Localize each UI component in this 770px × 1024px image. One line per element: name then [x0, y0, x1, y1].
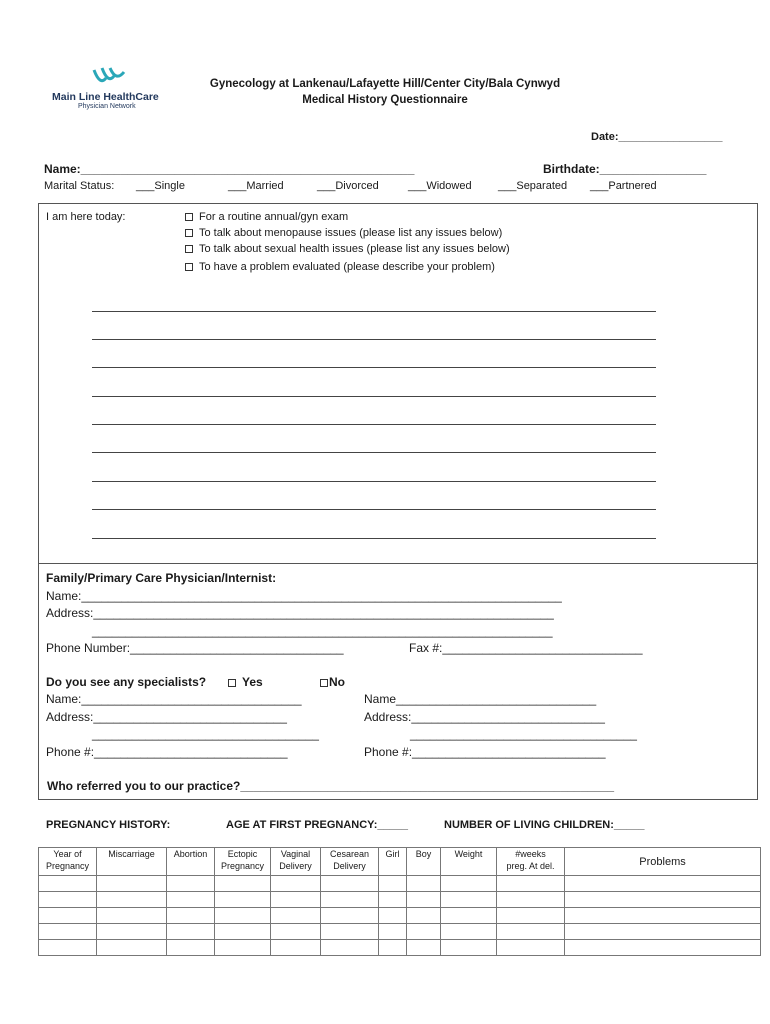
patient-name-field[interactable]: Name:__________________________________________________ [44, 162, 415, 176]
date-field[interactable]: Date:_________________ [591, 131, 723, 143]
writing-line[interactable] [92, 424, 656, 425]
marital-option-widowed[interactable]: ___Widowed [408, 180, 472, 192]
birthdate-field[interactable]: Birthdate:________________ [543, 162, 707, 176]
writing-line[interactable] [92, 509, 656, 510]
visit-option-sexual-health[interactable]: To talk about sexual health issues (please list any issues below) [185, 243, 510, 255]
physician-name-field[interactable]: Name:________________________________________________________________________ [46, 589, 562, 603]
living-children-field[interactable]: NUMBER OF LIVING CHILDREN:_____ [444, 819, 645, 831]
column-header: Vaginal Delivery [271, 848, 321, 876]
marital-status-label: Marital Status: [44, 180, 115, 192]
checkbox-icon[interactable] [185, 213, 193, 221]
column-header: Ectopic Pregnancy [215, 848, 271, 876]
column-header: Cesarean Delivery [321, 848, 379, 876]
age-first-pregnancy-field[interactable]: AGE AT FIRST PREGNANCY:_____ [226, 819, 408, 831]
table-row [39, 940, 761, 956]
specialist1-phone-field[interactable]: Phone #:_____________________________ [46, 745, 288, 759]
marital-option-separated[interactable]: ___Separated [498, 180, 568, 192]
column-header: Miscarriage [97, 848, 167, 876]
marital-option-married[interactable]: ___Married [228, 180, 284, 192]
table-row [39, 924, 761, 940]
writing-line[interactable] [92, 311, 656, 312]
specialist2-name-field[interactable]: Name______________________________ [364, 692, 597, 706]
pregnancy-history-label: PREGNANCY HISTORY: [46, 819, 171, 831]
specialists-yes-option[interactable]: Yes [228, 675, 263, 689]
specialist2-address-field[interactable]: Address:_____________________________ [364, 710, 605, 724]
table-header-row [39, 848, 761, 876]
visit-reason-label: I am here today: [46, 211, 126, 223]
writing-line[interactable] [92, 481, 656, 482]
physician-heading: Family/Primary Care Physician/Internist: [46, 571, 277, 585]
writing-line[interactable] [92, 452, 656, 453]
writing-line[interactable] [92, 367, 656, 368]
specialist1-address-line2[interactable]: __________________________________ [92, 727, 319, 741]
checkbox-icon[interactable] [185, 245, 193, 253]
table-row [39, 892, 761, 908]
referral-field[interactable]: Who referred you to our practice?________________________________________________________ [47, 779, 615, 793]
column-header: #weeks preg. At del. [497, 848, 565, 876]
visit-option-problem[interactable]: To have a problem evaluated (please describe your problem) [185, 261, 495, 273]
specialists-question: Do you see any specialists? [46, 675, 207, 689]
checkbox-icon[interactable] [185, 229, 193, 237]
writing-line[interactable] [92, 396, 656, 397]
physician-fax-field[interactable]: Fax #:______________________________ [409, 641, 643, 655]
specialist2-phone-field[interactable]: Phone #:_____________________________ [364, 745, 606, 759]
checkbox-icon[interactable] [228, 679, 236, 687]
column-header: Year of Pregnancy [39, 848, 97, 876]
physician-phone-field[interactable]: Phone Number:________________________________ [46, 641, 344, 655]
form-title: Gynecology at Lankenau/Lafayette Hill/Center City/Bala Cynwyd [209, 78, 561, 90]
writing-line[interactable] [92, 339, 656, 340]
column-header: Problems [565, 848, 761, 876]
specialist1-name-field[interactable]: Name:_________________________________ [46, 692, 302, 706]
checkbox-icon[interactable] [185, 263, 193, 271]
specialist2-address-line2[interactable]: __________________________________ [410, 727, 637, 741]
visit-option-menopause[interactable]: To talk about menopause issues (please list any issues below) [185, 227, 502, 239]
column-header: Weight [441, 848, 497, 876]
marital-option-divorced[interactable]: ___Divorced [317, 180, 379, 192]
marital-option-partnered[interactable]: ___Partnered [590, 180, 657, 192]
form-subtitle: Medical History Questionnaire [302, 94, 468, 106]
table-row [39, 876, 761, 892]
pregnancy-table [38, 847, 761, 956]
physician-address-field[interactable]: Address:_____________________________________________________________________ [46, 606, 554, 620]
specialist1-address-field[interactable]: Address:_____________________________ [46, 710, 287, 724]
specialists-no-option[interactable]: No [320, 675, 345, 689]
marital-option-single[interactable]: ___Single [136, 180, 185, 192]
logo-line2: Physician Network [78, 103, 136, 110]
visit-option-routine[interactable]: For a routine annual/gyn exam [185, 211, 348, 223]
column-header: Boy [407, 848, 441, 876]
column-header: Abortion [167, 848, 215, 876]
logo-line1: Main Line HealthCare [52, 91, 159, 103]
checkbox-icon[interactable] [320, 679, 328, 687]
column-header: Girl [379, 848, 407, 876]
physician-address-line2[interactable]: _____________________________________________________________________ [92, 624, 553, 638]
writing-line[interactable] [92, 538, 656, 539]
table-row [39, 908, 761, 924]
